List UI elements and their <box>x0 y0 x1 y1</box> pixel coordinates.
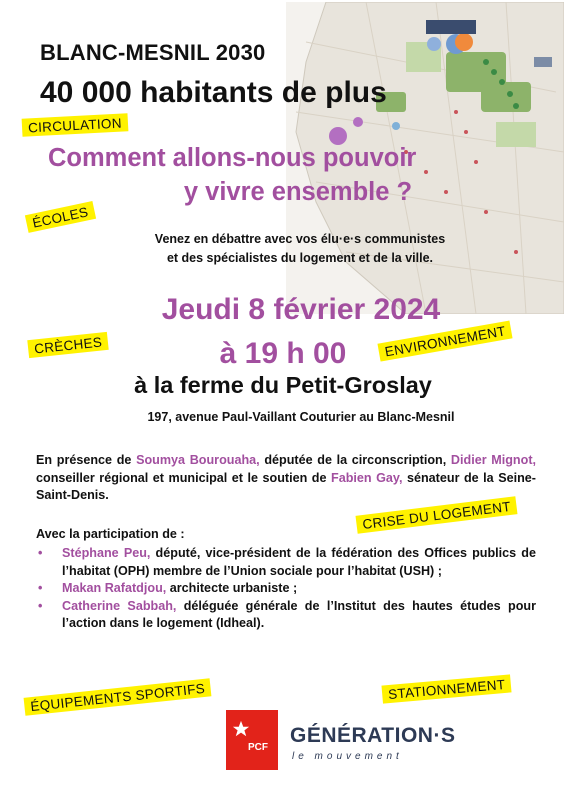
guest-name-mignot: Didier Mignot, <box>450 453 537 467</box>
tag-ecoles: ÉCOLES <box>25 201 96 233</box>
inhabitants-headline: 40 000 habitants de plus <box>40 76 387 109</box>
participant-desc: député, vice-président de la fédération des Offices publics de l’habitat (OPH) membre de l’Union sociale pour l’habitat (USH) ; <box>62 546 537 578</box>
question-line-1: Comment allons-nous pouvoir <box>48 144 417 172</box>
bullet-icon: • <box>38 546 43 560</box>
participant-name: Catherine Sabbah, <box>62 598 177 613</box>
bullet-icon: • <box>38 598 43 613</box>
participant-desc: déléguée générale de l’Institut des hautes études pour l’action dans le logement (Idheal). <box>62 598 536 630</box>
tag-environnement: ENVIRONNEMENT <box>377 320 513 361</box>
presence-text-3: conseiller régional et municipal et le soutien de <box>36 470 331 485</box>
pcf-logo-text: PCF <box>248 742 268 753</box>
tag-creches: CRÈCHES <box>27 332 109 358</box>
tag-crise-logement: CRISE DU LOGEMENT <box>356 496 518 534</box>
generations-tagline: le mouvement <box>292 751 403 762</box>
event-time: à 19 h 00 <box>219 337 347 370</box>
presence-text-4: sénateur de la Seine-Saint-Denis. <box>36 470 536 502</box>
tag-circulation: CIRCULATION <box>22 113 129 137</box>
participant-desc: architecte urbaniste ; <box>166 581 298 595</box>
event-venue: à la ferme du Petit-Groslay <box>134 372 432 398</box>
question-line-2: y vivre ensemble ? <box>183 178 413 206</box>
intro-line-1: Venez en débattre avec vos élu·e·s communistes <box>154 232 446 246</box>
list-item <box>36 598 536 633</box>
participant-name: Makan Rafatdjou, <box>62 581 167 595</box>
bullet-icon: • <box>38 581 43 595</box>
participant-list <box>36 545 536 633</box>
presence-paragraph <box>36 452 536 505</box>
tag-equipements: ÉQUIPEMENTS SPORTIFS <box>24 678 212 715</box>
list-item <box>36 580 536 598</box>
generations-logo: GÉNÉRATION·S <box>290 724 456 747</box>
guest-name-bourouaha: Soumya Bourouaha, <box>136 453 260 467</box>
list-item <box>36 545 536 580</box>
presence-text-1: En présence de <box>36 453 137 467</box>
tag-stationnement: STATIONNEMENT <box>381 674 511 703</box>
guest-name-gay: Fabien Gay, <box>331 470 403 485</box>
participation-heading: Avec la participation de : <box>36 527 185 541</box>
city-title: BLANC-MESNIL 2030 <box>40 40 266 65</box>
intro-line-2: et des spécialistes du logement et de la ville. <box>166 251 434 265</box>
event-date: Jeudi 8 février 2024 <box>161 293 441 326</box>
participant-name: Stéphane Peu, <box>62 546 151 560</box>
pcf-logo <box>226 710 278 770</box>
star-icon <box>232 720 250 738</box>
presence-text-2: députée de la circonscription, <box>259 453 451 467</box>
event-address: 197, avenue Paul-Vaillant Couturier au Blanc-Mesnil <box>147 410 455 424</box>
intro-text <box>60 230 540 268</box>
